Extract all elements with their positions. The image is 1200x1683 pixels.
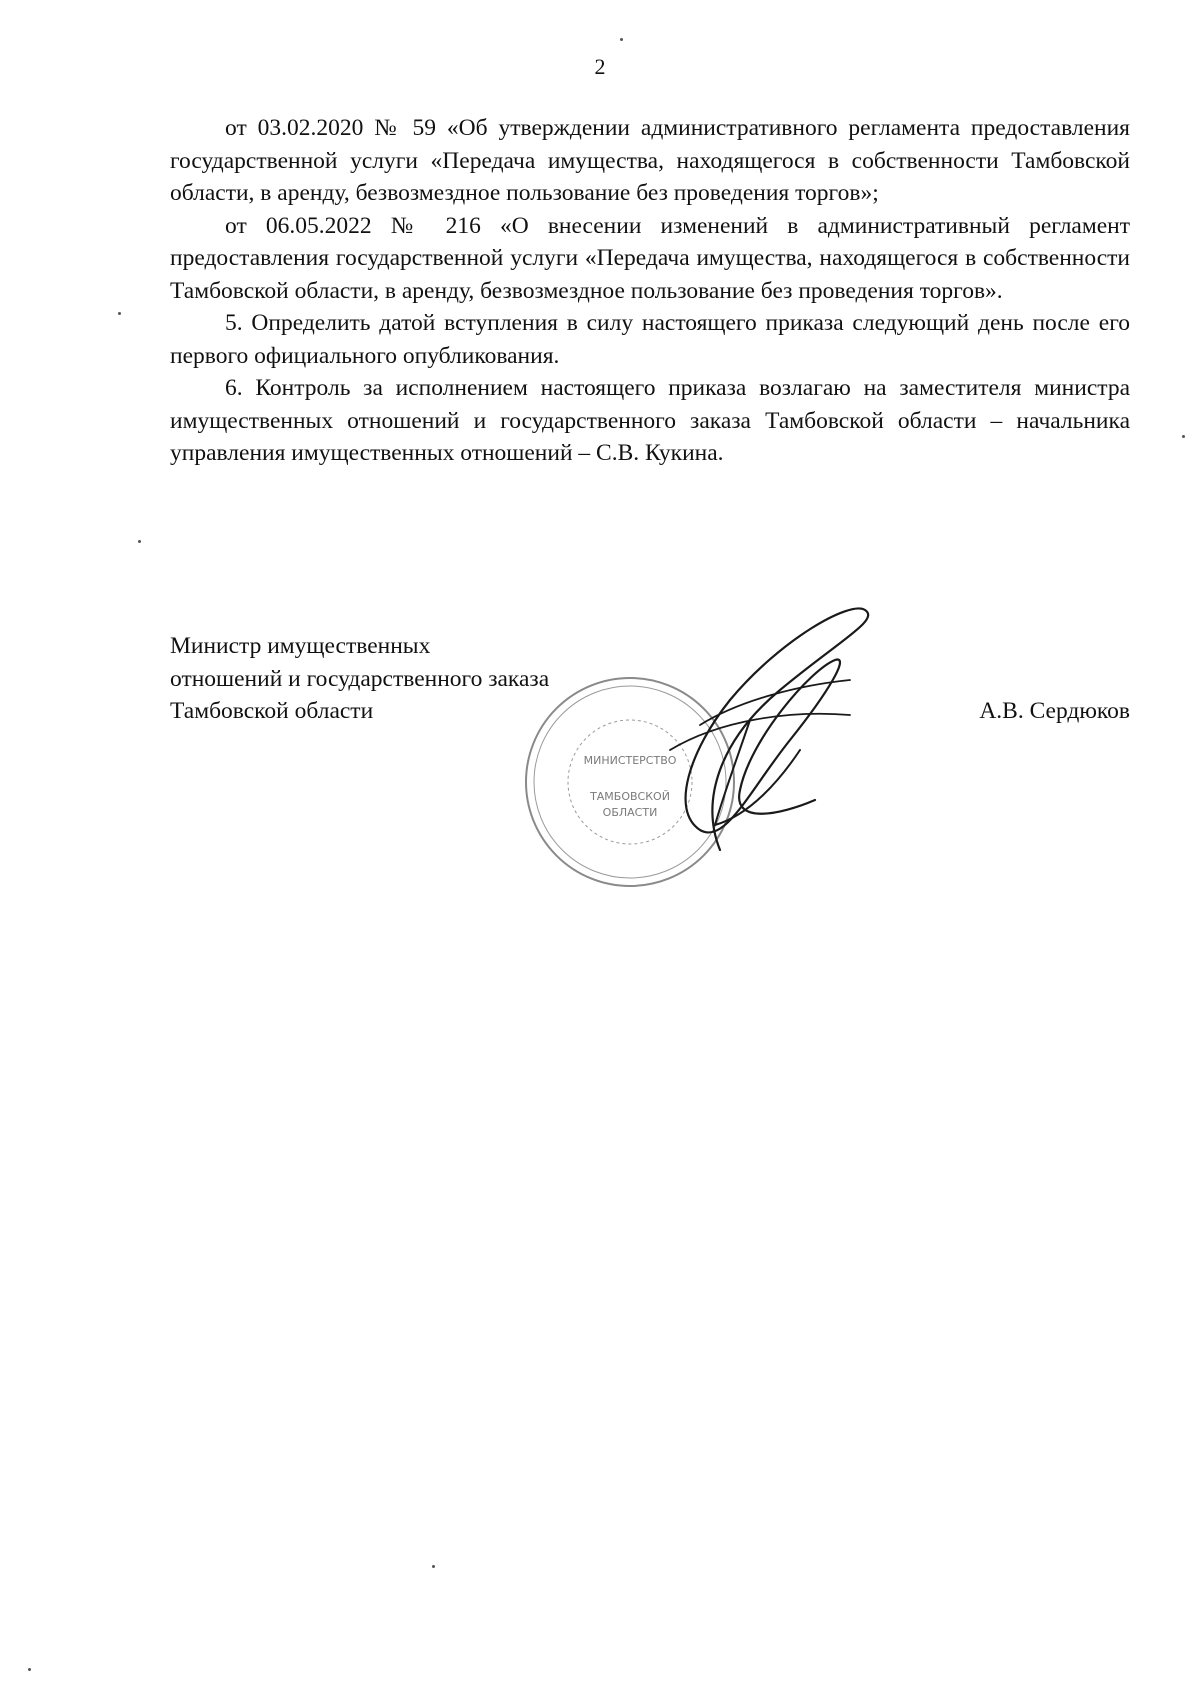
paragraph-regulation-2022: от 06.05.2022 № 216 «О внесении изменений в административный регламент предоставления государственной услуги «Передача имущества, находящегося в собственности Тамбовской области, в аренду, безвозмездное пользование без проведения торгов».: [170, 212, 1130, 304]
paragraph-regulation-2020: от 03.02.2020 № 59 «Об утверждении административного регламента предоставления государственной услуги «Передача имущества, находящегося в собственности Тамбовской области, в аренду, безвозмездное пользование без проведения торгов»;: [170, 115, 1130, 206]
scan-speck: [432, 1565, 435, 1568]
signer-position: [170, 630, 549, 728]
document-body: [170, 112, 1130, 470]
signer-position-line: Тамбовской области: [170, 698, 374, 724]
page-number: 2: [594, 54, 606, 79]
scan-speck: [1182, 435, 1185, 438]
scan-speck: [138, 540, 141, 543]
signer-position-line: отношений и государственного заказа: [170, 665, 550, 692]
signer-position-line: Министр имущественных: [170, 633, 431, 659]
handwritten-signature: [550, 600, 880, 870]
paragraph-effective-date: 5. Определить датой вступления в силу настоящего приказа следующий день после его первого официального опубликования.: [170, 310, 1130, 369]
scan-speck: [620, 38, 623, 41]
svg-text:МИНИСТЕРСТВО: МИНИСТЕРСТВО: [583, 754, 677, 767]
scan-speck: [28, 1668, 31, 1671]
signer-name: А.В. Сердюков: [979, 698, 1130, 724]
svg-text:ОБЛАСТИ: ОБЛАСТИ: [602, 806, 658, 819]
svg-text:ТАМБОВСКОЙ: ТАМБОВСКОЙ: [590, 790, 670, 803]
scan-speck: [118, 312, 121, 315]
signature-block: [170, 630, 1130, 890]
paragraph-control: 6. Контроль за исполнением настоящего приказа возлагаю на заместителя министра имущественных отношений и государственного заказа Тамбовской области – начальника управления имущественных отношений – С.В. Кукина.: [170, 375, 1130, 466]
